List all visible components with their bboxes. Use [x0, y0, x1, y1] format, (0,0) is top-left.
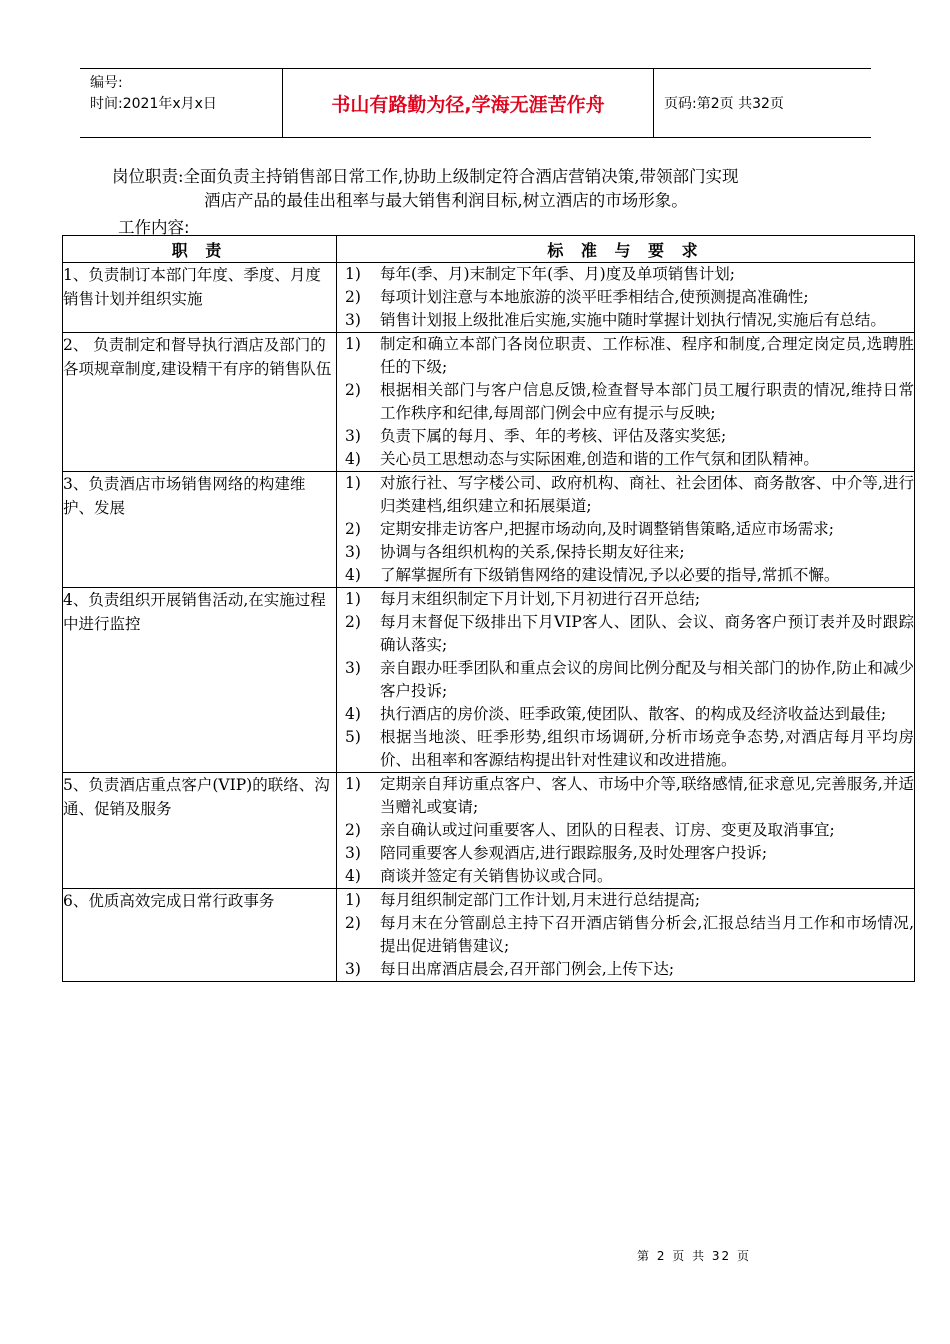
- requirement-text: 关心员工思想动态与实际困难,创造和谐的工作气氛和团队精神。: [380, 450, 819, 468]
- table-row: [63, 263, 915, 333]
- column-header-standards: 标 准 与 要 求: [337, 236, 915, 263]
- table-row: [63, 588, 915, 773]
- requirement-text: 销售计划报上级批准后实施,实施中随时掌握计划执行情况,实施后有总结。: [380, 311, 886, 329]
- requirement-number: 5): [345, 728, 361, 746]
- requirement-item: [337, 379, 914, 425]
- requirement-text: 定期亲自拜访重点客户、客人、市场中介等,联络感情,征求意见,完善服务,并适当赠礼或宴请;: [380, 775, 914, 816]
- requirement-number: 4): [345, 566, 361, 584]
- requirement-number: 4): [345, 705, 361, 723]
- requirement-text: 定期安排走访客户,把握市场动向,及时调整销售策略,适应市场需求;: [380, 520, 835, 538]
- requirement-number: 4): [345, 867, 361, 885]
- header-page-number: 页码:第2页 共32页: [664, 96, 784, 112]
- document-date: 时间:2021年x月x日: [90, 96, 217, 112]
- requirement-text: 执行酒店的房价淡、旺季政策,使团队、散客、的构成及经济收益达到最佳;: [380, 705, 887, 723]
- requirement-text: 每月末在分管副总主持下召开酒店销售分析会,汇报总结当月工作和市场情况,提出促进销售建议;: [380, 914, 914, 955]
- requirement-text: 每日出席酒店晨会,召开部门例会,上传下达;: [380, 960, 675, 978]
- requirement-item: [337, 819, 914, 842]
- requirement-number: 1): [345, 775, 361, 793]
- intro-line-2: 酒店产品的最佳出租率与最大销售利润目标,树立酒店的市场形象。: [204, 191, 688, 210]
- requirement-number: 4): [345, 450, 361, 468]
- requirement-number: 2): [345, 821, 361, 839]
- requirement-number: 3): [345, 311, 361, 329]
- requirement-item: [337, 472, 914, 518]
- requirement-number: 3): [345, 543, 361, 561]
- requirement-item: [337, 611, 914, 657]
- requirement-item: [337, 333, 914, 379]
- requirements-cell: [337, 472, 915, 588]
- job-responsibility-intro: [112, 165, 882, 213]
- requirements-cell: [337, 889, 915, 982]
- requirements-cell: [337, 263, 915, 333]
- duty-cell: 1、负责制订本部门年度、季度、月度销售计划并组织实施: [63, 263, 337, 333]
- requirement-item: [337, 309, 914, 332]
- requirement-text: 协调与各组织机构的关系,保持长期友好往来;: [380, 543, 685, 561]
- requirement-number: 2): [345, 520, 361, 538]
- requirement-text: 亲自确认或过问重要客人、团队的日程表、订房、变更及取消事宜;: [380, 821, 835, 839]
- requirements-cell: [337, 773, 915, 889]
- requirement-text: 每月末督促下级排出下月VIP客人、团队、会议、商务客户预订表并及时跟踪确认落实;: [380, 613, 914, 654]
- requirement-text: 每月组织制定部门工作计划,月末进行总结提高;: [380, 891, 701, 909]
- requirement-item: [337, 726, 914, 772]
- table-row: [63, 333, 915, 472]
- requirement-text: 制定和确立本部门各岗位职责、工作标准、程序和制度,合理定岗定员,选聘胜任的下级;: [380, 335, 914, 376]
- column-header-duty: 职 责: [63, 236, 337, 263]
- requirement-item: [337, 564, 914, 587]
- requirement-number: 2): [345, 381, 361, 399]
- requirement-item: [337, 865, 914, 888]
- requirement-text: 了解掌握所有下级销售网络的建设情况,予以必要的指导,常抓不懈。: [380, 566, 840, 584]
- requirement-number: 3): [345, 659, 361, 677]
- requirement-text: 对旅行社、写字楼公司、政府机构、商社、社会团体、商务散客、中介等,进行归类建档,组织建立和拓展渠道;: [380, 474, 914, 515]
- requirement-item: [337, 958, 914, 981]
- requirement-number: 1): [345, 335, 361, 353]
- requirement-text: 商谈并签定有关销售协议或合同。: [380, 867, 613, 885]
- intro-line-1: 岗位职责:全面负责主持销售部日常工作,协助上级制定符合酒店营销决策,带领部门实现: [112, 167, 739, 186]
- table-row: [63, 773, 915, 889]
- duty-cell: 6、优质高效完成日常行政事务: [63, 889, 337, 982]
- requirement-text: 根据相关部门与客户信息反馈,检查督导本部门员工履行职责的情况,维持日常工作秩序和纪律,每周部门例会中应有提示与反映;: [380, 381, 914, 422]
- page-footer: 第 2 页 共 32 页: [637, 1249, 751, 1263]
- duty-cell: 2、 负责制定和督导执行酒店及部门的各项规章制度,建设精干有序的销售队伍: [63, 333, 337, 472]
- requirement-number: 3): [345, 427, 361, 445]
- requirement-number: 2): [345, 914, 361, 932]
- requirement-number: 2): [345, 613, 361, 631]
- requirement-item: [337, 588, 914, 611]
- requirement-number: 2): [345, 288, 361, 306]
- duties-table: [62, 235, 915, 982]
- page-header: [80, 68, 871, 138]
- requirement-item: [337, 912, 914, 958]
- header-meta: [80, 69, 283, 137]
- requirement-text: 亲自跟办旺季团队和重点会议的房间比例分配及与相关部门的协作,防止和减少客户投诉;: [380, 659, 914, 700]
- requirement-item: [337, 425, 914, 448]
- document-number-label: 编号:: [90, 75, 123, 91]
- requirement-item: [337, 518, 914, 541]
- requirement-text: 每年(季、月)末制定下年(季、月)度及单项销售计划;: [380, 265, 735, 283]
- requirement-item: [337, 263, 914, 286]
- requirement-number: 1): [345, 265, 361, 283]
- requirement-text: 根据当地淡、旺季形势,组织市场调研,分析市场竞争态势,对酒店每月平均房价、出租率和客源结构提出针对性建议和改进措施。: [380, 728, 914, 769]
- duty-cell: 3、负责酒店市场销售网络的构建维护、发展: [63, 472, 337, 588]
- requirement-text: 陪同重要客人参观酒店,进行跟踪服务,及时处理客户投诉;: [380, 844, 768, 862]
- requirement-item: [337, 448, 914, 471]
- requirement-number: 1): [345, 590, 361, 608]
- requirement-text: 负责下属的每月、季、年的考核、评估及落实奖惩;: [380, 427, 727, 445]
- requirement-item: [337, 773, 914, 819]
- requirement-item: [337, 541, 914, 564]
- table-row: [63, 889, 915, 982]
- table-header-row: [63, 236, 915, 263]
- requirement-item: [337, 286, 914, 309]
- requirement-item: [337, 703, 914, 726]
- requirement-text: 每项计划注意与本地旅游的淡平旺季相结合,使预测提高准确性;: [380, 288, 809, 306]
- requirement-item: [337, 842, 914, 865]
- requirement-text: 每月末组织制定下月计划,下月初进行召开总结;: [380, 590, 701, 608]
- work-content-heading: 工作内容:: [118, 218, 190, 237]
- requirement-number: 1): [345, 891, 361, 909]
- duty-cell: 4、负责组织开展销售活动,在实施过程中进行监控: [63, 588, 337, 773]
- requirement-number: 3): [345, 844, 361, 862]
- requirement-item: [337, 657, 914, 703]
- requirement-number: 1): [345, 474, 361, 492]
- requirements-cell: [337, 588, 915, 773]
- requirements-cell: [337, 333, 915, 472]
- header-motto: 书山有路勤为径,学海无涯苦作舟: [283, 69, 654, 137]
- duty-cell: 5、负责酒店重点客户(VIP)的联络、沟通、促销及服务: [63, 773, 337, 889]
- requirement-number: 3): [345, 960, 361, 978]
- table-row: [63, 472, 915, 588]
- requirement-item: [337, 889, 914, 912]
